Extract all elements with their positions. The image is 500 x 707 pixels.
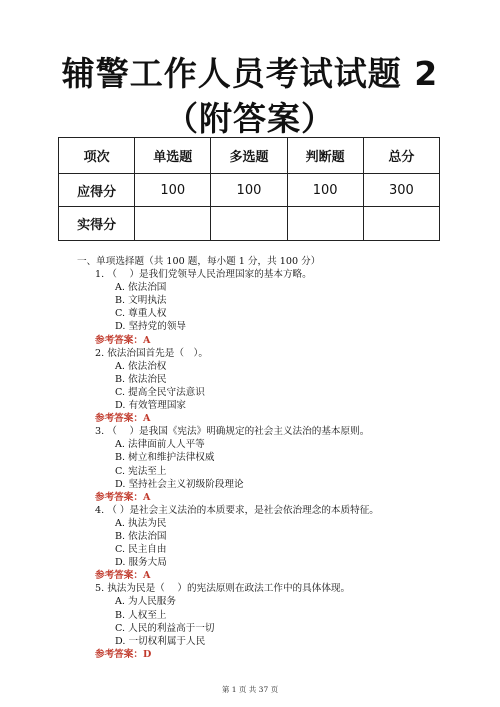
question-block [77, 425, 477, 504]
page-footer: 第 1 页 共 37 页 [221, 685, 279, 694]
score-table-cell: 实得分 [59, 207, 135, 241]
answer-key: 参考答案：D [95, 648, 152, 660]
question-block [77, 582, 477, 661]
section-title: 一、单项选择题（共 100 题，每小题 1 分，共 100 分） [77, 256, 321, 267]
score-table-cell: 判断题 [287, 138, 363, 174]
score-table-cell-empty [287, 207, 363, 241]
score-table-row-should [59, 174, 440, 207]
question-block [77, 504, 477, 583]
question-option: C. 尊重人权 [115, 308, 167, 320]
question-option: D. 一切权利属于人民 [115, 635, 206, 647]
score-table-cell: 100 [135, 174, 211, 207]
question-option: D. 坚持党的领导 [115, 321, 187, 333]
question-option: A. 依法治国 [115, 282, 167, 294]
question-stem: 4. （ ）是社会主义法治的本质要求，是社会依治理念的本质特征。 [95, 504, 379, 516]
question-option: C. 宪法至上 [115, 465, 167, 477]
question-option: D. 有效管理国家 [115, 400, 187, 412]
question-option: B. 依法治民 [115, 373, 167, 385]
question-option: B. 依法治国 [115, 530, 167, 542]
question-block [77, 268, 477, 347]
score-table-cell: 100 [287, 174, 363, 207]
question-block [77, 347, 477, 426]
question-option: B. 文明执法 [115, 295, 167, 307]
document-title-line2: （附答案） [165, 99, 335, 138]
question-stem: 3. （ ）是我国《宪法》明确规定的社会主义法治的基本原则。 [95, 426, 370, 438]
question-stem: 5. 执法为民是（ ）的宪法原则在政法工作中的具体体现。 [95, 583, 351, 595]
question-option: C. 提高全民守法意识 [115, 386, 205, 398]
score-table-cell: 单选题 [135, 138, 211, 174]
score-table-cell: 多选题 [211, 138, 287, 174]
score-table-row-actual [59, 207, 440, 241]
answer-key: 参考答案：A [95, 334, 151, 346]
question-stem: 2. 依法治国首先是（ ）。 [95, 347, 208, 359]
question-stem: 1. （ ）是我们党领导人民治理国家的基本方略。 [95, 269, 312, 281]
document-title-line1: 辅警工作人员考试试题 2 [61, 54, 439, 93]
score-table-cell: 100 [211, 174, 287, 207]
answer-key: 参考答案：A [95, 570, 151, 582]
question-option: A. 为人民服务 [115, 596, 176, 608]
score-table-cell: 项次 [59, 138, 135, 174]
score-table-header-row [59, 138, 440, 174]
question-option: D. 服务大局 [115, 557, 167, 569]
score-table-cell: 总分 [363, 138, 439, 174]
question-option: C. 民主自由 [115, 544, 167, 556]
answer-key: 参考答案：A [95, 413, 151, 425]
answer-key: 参考答案：A [95, 491, 151, 503]
score-table-cell-empty [135, 207, 211, 241]
score-table-cell-empty [363, 207, 439, 241]
score-table-cell-empty [211, 207, 287, 241]
question-option: B. 人权至上 [115, 609, 167, 621]
question-option: D. 坚持社会主义初级阶段理论 [115, 478, 244, 490]
score-table-cell: 应得分 [59, 174, 135, 207]
question-option: A. 法律面前人人平等 [115, 439, 205, 451]
question-option: B. 树立和维护法律权威 [115, 452, 215, 464]
score-table [58, 137, 440, 241]
question-option: A. 执法为民 [115, 517, 167, 529]
question-option: C. 人民的利益高于一切 [115, 622, 215, 634]
question-list [77, 255, 477, 661]
question-option: A. 依法治权 [115, 360, 167, 372]
score-table-cell: 300 [363, 174, 439, 207]
